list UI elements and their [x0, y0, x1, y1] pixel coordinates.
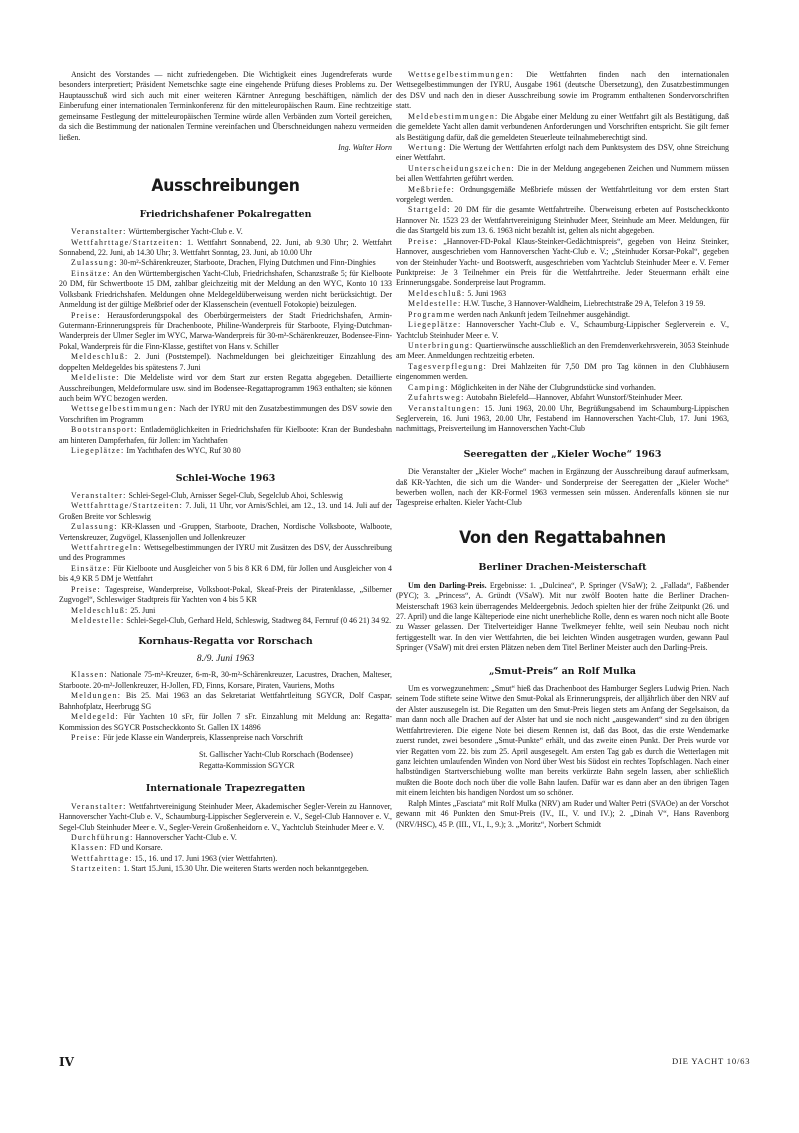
entry-text: Die Wertung der Wettfahrten erfolgt nach dem Punktsystem des DSV, ohne Streichung einer Wettfahrt.	[396, 142, 729, 163]
entry-text: Württembergischer Yacht-Club e. V.	[126, 227, 243, 237]
entry-key: Veranstalter:	[71, 227, 127, 237]
entry-key: Liegeplätze:	[71, 446, 125, 456]
article-paragraph: Um es vorwegzunehmen: „Smut“ hieß das Drachenboot des Hamburger Seglers Ludwig Prien. Nach seinem Tode stiftete seine Witwe den Smut-Pokal als Erinnerungspreis, der alljährlich über den NRV auf der Alster auszusegeln ist. Die Regatten um den Smut-Preis liegen stets am Anfang der Segelsaison, da man dann noch alle Drachen auf der Alster hat und sie noch nicht „ausgewandert“ sind zu den übrigen Wettfahrtrevieren. Die eigene Note bei diesem Rennen ist, daß das Boot, das die erste Wendemarke zuerst rundet, zwei besondere „Smut-Punkte“ erhält, und das zweite einen Punkt. Der Preis wurde vor vier Regatten vom 22. bis zum 25. April ausgesegelt. Am ersten Tag gab es durch die Wetterlagen mit ganz leichten umlaufenden Winden von Nord über West bis Südost ein rechtes Topfschlagen. Nach einer halbstündigen Startverschiebung wollte man bereits verkürzte Bahn segeln lassen, aber schließlich mußten die Boote doch noch über die volle Bahn laufen. Dafür war es dann aber an den übrigen Tagen mit einem leichten bis handigen Nordost um so schöner.	[396, 684, 729, 798]
entry-text: 7. Juli, 11 Uhr, vor Arnis/Schlei, am 12., 13. und 14. Juli auf der Großen Breite vor Schleswig	[59, 501, 392, 521]
entry-text: Wettfahrtvereinigung Steinhuder Meer, Akademischer Segler-Verein zu Hannover, Hannoverscher Yacht-Club e. V., Schaumburg-Lippischer Seglerverein e. V., Segel-Club Hannover e. V., Segel-Club Steinhuder Meer e. V., Segler-Verein Großenheidorn e. V., Yachtclub Steinhuder Meer e. V.	[59, 801, 392, 832]
entry-key: Wettfahrttage/Startzeiten:	[71, 237, 184, 247]
entry-text: Ordnungsgemäße Meßbriefe müssen der Wettfahrtleitung vor dem ersten Start vorgelegt werden.	[396, 184, 729, 205]
entry	[396, 205, 729, 236]
journal-footer: DIE YACHT 10/63	[672, 1056, 751, 1066]
entry-text: 20 DM für die gesamte Wettfahrtreihe. Überweisung erbeten auf Postscheckkonto Hannover Nr. 1523 23 der Wettfahrtvereinigung Steinhuder Meer, Steinhude am Meer. Meldungen, für die das Startgeld bis zum 13. 6. 1963 nicht bezahlt ist, gelten als nicht abgegeben.	[396, 205, 729, 236]
article-signature: Regatta-Kommission SGYCR	[199, 760, 295, 770]
entry-key: Camping:	[408, 382, 449, 392]
entry	[396, 185, 729, 206]
article-title: Berliner Drachen-Meisterschaft	[478, 562, 647, 574]
entry-text: Quartierwünsche ausschließlich an den Fremdenverkehrsverein, 3053 Steinhude am Meer. Anmeldungen rechtzeitig erbeten.	[396, 340, 729, 361]
article-title: Seeregatten der „Kieler Woche“ 1963	[463, 448, 662, 460]
entry	[396, 289, 729, 299]
article-title: Kornhaus-Regatta vor Rorschach	[138, 636, 313, 648]
entry	[396, 341, 729, 362]
entry-key: Meßbriefe:	[408, 184, 456, 194]
entry-text: Für Yachten 10 sFr, für Jollen 7 sFr. Einzahlung mit Meldung an: Regatta-Kommission des SGYCR Postscheckkonto St. Gallen IX 14896	[59, 712, 392, 732]
entry	[59, 712, 392, 733]
entry	[59, 733, 392, 743]
entry-key: Zulassung:	[71, 258, 118, 268]
intro-signature: Ing. Walter Horn	[338, 142, 392, 152]
entry-text: Herausforderungspokal des Oberbürgermeisters der Stadt Friedrichshafen, Armin-Gutermann-Erinnerungspreis für Drachenboote, Philine-Wanderpreis für Starboote, Flying-Dutchman-Wanderpreis der Ulmer Segler im WYC, Marwa-Wanderpreis für 30-m²-Schärenkreuzer, Bodensee-Finn-Pokal, Wanderpreis für die Finn-Klasse, gestiftet von Hans v. Schiller	[59, 310, 393, 351]
entry	[396, 362, 729, 383]
entry	[59, 425, 392, 446]
entry-text: Hannoverscher Yacht-Club e. V.	[133, 832, 237, 842]
entry	[396, 70, 729, 112]
entry-key: Meldeschluß:	[408, 288, 466, 298]
entry-key: Einsätze:	[71, 563, 111, 573]
article-trapez	[59, 783, 392, 874]
entry-text: Schlei-Segel-Club, Gerhard Held, Schleswig, Stadtweg 84, Fernruf (0 46 21) 34 92.	[124, 615, 392, 625]
entry-text: FD und Korsare.	[107, 843, 163, 853]
article-kieler-woche	[396, 449, 729, 509]
entry-text: 2. Juni (Poststempel). Nachmeldungen bei gleichzeitiger Einzahlung des doppelten Meldegeldes bis spätestens 7. Juni	[59, 352, 392, 372]
left-column	[59, 70, 392, 875]
entry	[59, 311, 392, 353]
entry-key: Preise:	[71, 310, 101, 320]
entry-text: Entlademöglichkeiten in Friedrichshafen für Kielboote: Kran der Bundesbahn am hinteren Dampferhafen, für Jollen: im Yachthafen	[59, 425, 392, 445]
entry-text: Autobahn Bielefeld—Hannover, Abfahrt Wunstorf/Steinhuder Meer.	[464, 393, 683, 403]
entry	[59, 585, 392, 606]
entry-key: Preise:	[71, 732, 101, 742]
entry-key: Preise:	[408, 236, 438, 246]
intro-paragraph: Ansicht des Vorstandes — nicht zufriedengeben. Die Wichtigkeit eines Jugendreferats wurde besonders interpretiert; Präsident Nemetschke sagte eine eingehende Prüfung dieses Problems zu. Der Hauptausschuß wird sich auch mit einer weiteren Kärntner Anregung beschäftigen, nämlich der Einberufung einer internationalen Terminkonferenz für den mitteleuropäischen Raum. Eine rechtzeitige gemeinsame Festlegung der mitteleuropäischen Termine würde allen Verbänden zum Vorteil gereichen, da sich die Bestimmung der nationalen Termine vereinfachen und Überschneidungen nahezu vermeiden ließen.	[59, 70, 392, 142]
section-title-regattabahnen: Von den Regattabahnen	[459, 527, 666, 548]
page-number: IV	[59, 1055, 74, 1069]
entry-key: Meldungen:	[71, 691, 122, 701]
entry	[59, 352, 392, 373]
article-title: Friedrichshafener Pokalregatten	[139, 208, 312, 220]
article-friedrichshafen	[59, 209, 392, 457]
entry-text: 15., 16. und 17. Juni 1963 (vier Wettfahrten).	[132, 853, 278, 863]
entry-key: Programme	[408, 309, 456, 319]
entry-text: Nach der IYRU mit den Zusatzbestimmungen des DSV sowie den Vorschriften im Programm	[59, 404, 392, 424]
entry-key: Meldebestimmungen:	[408, 111, 499, 121]
entry-text: Drei Mahlzeiten für 7,50 DM pro Tag können in den Clubhäusern eingenommen werden.	[396, 361, 729, 382]
entry	[59, 373, 392, 404]
entry-key: Wettsegelbestimmungen:	[71, 404, 177, 414]
entry-text: Im Yachthafen des WYC, Ruf 30 80	[124, 446, 241, 456]
entry-key: Klassen:	[71, 670, 108, 680]
entry	[59, 802, 392, 833]
entry-key: Meldestelle:	[71, 615, 125, 625]
entry	[59, 227, 392, 237]
entry-text: Für Kielboote und Ausgleicher von 5 bis 8 KR 6 DM, für Jollen und Ausgleicher von 4 bis 4,9 KR 5 DM je Wettfahrt	[59, 563, 392, 584]
entry-text: An den Württembergischen Yacht-Club, Friedrichshafen, Schanzstraße 5; für Kielboote 20 DM, für Schwertboote 15 DM, zahlbar gleichzeitig mit der Meldung an den WYC, Konto 10 133 Volksbank Friedrichshafen. Meldungen ohne Meldegeldüberweisung werden nicht berücksichtigt. Der Anmeldung ist der gültige Meßbrief oder der Klassenschein (eventuell Fotokopie) beizulegen.	[59, 268, 392, 310]
entry-key: Meldeliste:	[71, 373, 120, 383]
entry	[59, 258, 392, 268]
entry	[396, 383, 729, 393]
entry-key: Meldeschluß:	[71, 352, 129, 362]
entry-text: „Hannover-FD-Pokal Klaus-Steinker-Gedächtnispreis“, gegeben von Heinz Steinker, Hannover, ausgeschrieben vom Hannoverschen Yacht-Club e. V.; „Steinhuder Korsar-Pokal“, gegeben von der Steinhuder Yacht- und Bootswerft, ausgeschrieben vom Yachtclub Steinhuder Meer e. V. Ferner Punktpreise: Je 3 Teilnehmer ein Preis für die Wettfahrtreihe. Jeder Steuermann erhält eine Erinnerungsgabe. Sonderpreise laut Programm.	[396, 236, 729, 288]
entry-text: 1. Wettfahrt Sonnabend, 22. Juni, ab 9.30 Uhr; 2. Wettfahrt Sonnabend, 22. Juni, ab 14.30 Uhr; 3. Wettfahrt Sonntag, 23. Juni, ab 10.00 Uhr	[59, 237, 392, 258]
intro-article	[59, 70, 392, 153]
article-date: 8./9. Juni 1963	[196, 652, 255, 664]
entry-key: Zufahrtsweg:	[408, 393, 465, 403]
entry-key: Meldeschluß:	[71, 605, 129, 615]
entry-text: werden nach Ankunft jedem Teilnehmer ausgehändigt.	[455, 309, 630, 319]
article-title: „Smut-Preis“ an Rolf Mulka	[489, 665, 636, 677]
entry	[59, 691, 392, 712]
entry	[396, 299, 729, 309]
entry-text: Die Abgabe einer Meldung zu einer Wettfahrt gilt als Bestätigung, daß die gemeldete Yacht allen damit verbundenen Anforderungen und Vorschriften entspricht. Sie gilt ferner als Bestätigung dafür, daß die gemeldeten Steuerleute teilnahmeberechtigt sind.	[396, 111, 729, 142]
entry-text: 30-m²-Schärenkreuzer, Starboote, Drachen, Flying Dutchmen und Finn-Dinghies	[117, 258, 376, 268]
entry-text: Bis 25. Mai 1963 an das Sekretariat Wettfahrtleitung SGYCR, Dolf Caspar, Bahnhofplatz, Heerbrugg SG	[59, 691, 392, 711]
entry	[59, 843, 392, 853]
article-signature: St. Gallischer Yacht-Club Rorschach (Bodensee)	[199, 750, 353, 760]
entry	[396, 164, 729, 185]
article-paragraph: Die Veranstalter der „Kieler Woche“ machen in Ergänzung der Ausschreibung darauf aufmerksam, daß KR-Yachten, die sich um die Wander- und Sonderpreise der Seeregatten der „Kieler Woche“ bewerben wollen, nach der KR-Formel 1963 vermessen sein müssen. Anderenfalls können sie nur Tagespreise erhalten. Kieler Yacht-Club	[396, 467, 729, 508]
entry	[59, 543, 392, 564]
entry-text: Die Meldeliste wird vor dem Start zur ersten Regatta abgegeben. Detaillierte Ausschreibungen, Meldeformulare usw. sind im Bodensee-Regattaprogramm 1963 enthalten; sie können auch beim WYC bezogen werden.	[59, 373, 392, 403]
article-schlei	[59, 473, 392, 627]
entry	[396, 112, 729, 143]
article-lead: Um den Darling-Preis.	[408, 580, 487, 590]
entry-key: Bootstransport:	[71, 425, 138, 435]
entry-text: Für jede Klasse ein Wanderpreis, Klassenpreise nach Vorschrift	[100, 732, 303, 742]
entry-key: Meldestelle:	[408, 299, 462, 309]
entry-key: Preise:	[71, 584, 101, 594]
entry-text: Tagespreise, Wanderpreise, Volksboot-Pokal, Skeaf-Preis der Piratenklasse, „Silberner Zugvogel“, Schleswiger Stadtpreis für Yachten von 4 bis 5 KR	[59, 584, 392, 605]
entry-text: Möglichkeiten in der Nähe der Clubgrundstücke sind vorhanden.	[448, 382, 656, 392]
entry-text: Nationale 75-m²-Kreuzer, 6-m-R, 30-m²-Schärenkreuzer, Lacustres, Drachen, Malteser, Starboote. 20-m²-Jollenkreuzer, H-Jollen, FD, Finns, Korsare, Piraten, Vauriens, Moths	[59, 670, 392, 690]
entry-key: Klassen:	[71, 843, 108, 853]
entry-key: Tagesverpflegung:	[408, 361, 488, 371]
entry-text: Schlei-Segel-Club, Arnisser Segel-Club, Segelclub Ahoi, Schleswig	[126, 490, 343, 500]
entry-text: Wettsegelbestimmungen der IYRU mit Zusätzen des DSV, der Ausschreibung und des Programmes	[59, 543, 392, 563]
entry	[396, 310, 729, 320]
entry-text: 1. Start 15.Juni, 15.30 Uhr. Die weiteren Starts werden noch bekanntgegeben.	[121, 864, 369, 874]
entry	[396, 320, 729, 341]
article-title: Schlei-Woche 1963	[175, 472, 276, 484]
entry-key: Unterscheidungszeichen:	[408, 163, 515, 173]
section-title-ausschreibungen: Ausschreibungen	[151, 176, 300, 197]
article-paragraph	[396, 581, 729, 654]
entry-key: Wettfahrttage:	[71, 853, 133, 863]
entry	[396, 237, 729, 289]
article-trapez-continued	[396, 70, 729, 435]
entry-text: 5. Juni 1963	[465, 288, 507, 298]
entry	[59, 833, 392, 843]
entry-key: Liegeplätze:	[408, 320, 462, 330]
entry-text: 25. Juni	[128, 605, 156, 615]
article-smut-preis	[396, 666, 729, 830]
entry	[396, 143, 729, 164]
entry-key: Einsätze:	[71, 268, 111, 278]
entry	[59, 238, 392, 259]
entry	[59, 854, 392, 864]
entry-text: H.W. Tusche, 3 Hannover-Waldheim, Liebrechtstraße 29 A, Telefon 3 19 59.	[461, 299, 706, 309]
entry	[59, 670, 392, 691]
article-title: Internationale Trapezregatten	[145, 783, 306, 795]
entry-key: Durchführung:	[71, 832, 134, 842]
entry-key: Wertung:	[408, 142, 447, 152]
entry-key: Wettsegelbestimmungen:	[408, 70, 514, 79]
entry-key: Startzeiten:	[71, 864, 122, 874]
entry-text: KR-Klassen und -Gruppen, Starboote, Drachen, Nordische Volksboote, Walboote, Vertenskreuzer, Zugvögel, Klassenjollen und Jollenkreuzer	[59, 522, 392, 542]
entry	[59, 864, 392, 874]
entry	[59, 501, 392, 522]
article-berliner-drachen	[396, 562, 729, 653]
entry-key: Veranstaltungen:	[408, 403, 481, 413]
entry	[59, 404, 392, 425]
entry-key: Wettfahrttage/Startzeiten:	[71, 501, 184, 511]
article-paragraph: Ralph Mintes „Fasciata“ mit Rolf Mulka (NRV) am Ruder und Walter Petri (SVAOe) an der Vorschot gewann mit 46 Punkten den Smut-Preis (IV., II., V. und IV.); 2. „Dinah V“, Hans Ravenborg (NRV/HSC), 45 P. (III., VI., I., 9.); 3. „Moritz“, Norbert Schmidt	[396, 798, 729, 829]
entry-key: Veranstalter:	[71, 490, 127, 500]
right-column	[396, 70, 729, 830]
entry-key: Startgeld:	[408, 205, 451, 215]
article-kornhaus	[59, 636, 392, 771]
entry-text: Die in der Meldung angegebenen Zeichen und Nummern müssen bei allen Wettfahrten geführt werden.	[396, 163, 729, 184]
entry	[396, 393, 729, 403]
entry	[59, 491, 392, 501]
entry	[59, 446, 392, 456]
entry	[396, 404, 729, 435]
entry	[59, 606, 392, 616]
entry-key: Meldegeld:	[71, 712, 119, 722]
entry	[59, 522, 392, 543]
entry-text: 15. Juni 1963, 20.00 Uhr, Begrüßungsabend im Schaumburg-Lippischen Seglerverein, 16. Juni 1963, 20.00 Uhr, Festabend im Hannoverschen Yacht-Club, 17. Juni 1963, nachmittags, Preisverteilung im Hannoverschen Yacht-Club	[396, 403, 729, 434]
entry-text: Die Wettfahrten finden nach den internationalen Wettsegelbestimmungen der IYRU, Ausgabe 1961 (deutsche Übersetzung), den Zusatzbestimmungen des DSV und nach den in dieser Ausschreibung sowie im Programm enthaltenen Sondervorschriften statt.	[396, 70, 729, 111]
entry-text: Hannoverscher Yacht-Club e. V., Schaumburg-Lippischer Seglerverein e. V., Yachtclub Steinhuder Meer e. V.	[396, 320, 729, 340]
entry	[59, 564, 392, 585]
entry-key: Zulassung:	[71, 522, 118, 532]
entry-key: Wettfahrtregeln:	[71, 543, 142, 553]
entry-key: Veranstalter:	[71, 801, 127, 811]
article-text: Ergebnisse: 1. „Dulcinea“, P. Springer (VSaW); 2. „Fallada“, Faßbender (PYC); 3. „Princess“, A. Gründt (VSaW). Mit nur zwölf Booten hatte die Berliner Drachen-Meisterschaft 1963 kein überragendes Meldeergebnis. Jedoch spielten hier der frühe Zeitpunkt (26. und 27. April) und die lange Kälteperiode eine nicht unerhebliche Rolle, denn es waren noch nicht alle Boote zu Wasser gelassen. Der Titelverteidiger Hanne Twelkmeyer fehlte, weil sein Neubau noch nicht fertiggestellt war. In den vier Wettfahrten, die bei leichten Winden ausgetragen wurden, gewann Paul Springer (VSaW) mit drei ersten Plätzen neben dem Titel Berliner Meister auch den Darling-Preis.	[396, 580, 730, 653]
entry	[59, 269, 392, 311]
entry-key: Unterbringung:	[408, 340, 474, 350]
entry	[59, 616, 392, 626]
